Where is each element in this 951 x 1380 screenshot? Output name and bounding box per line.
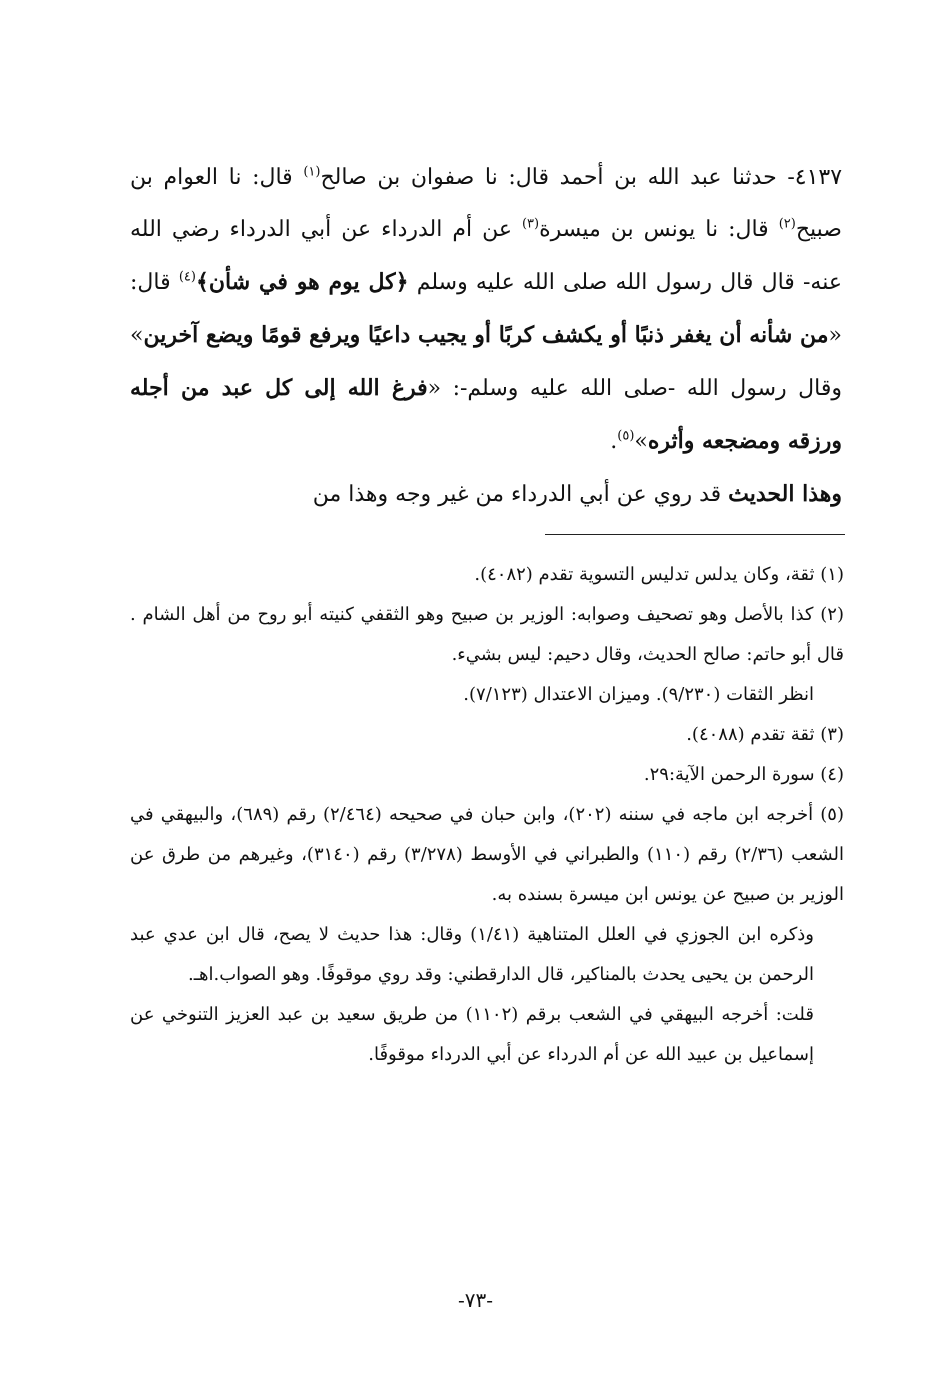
hadith-number: ٤١٣٧	[794, 165, 843, 190]
footnote-ref-4: (٤)	[178, 269, 196, 285]
trailing-bold: وهذا الحديث	[728, 481, 842, 507]
footnote-ref-3: (٣)	[521, 216, 540, 232]
hadith-paragraph: ٤١٣٧- حدثنا عبد الله بن أحمد قال: نا صفوان بن صالح$^{(١)}$ قال: نا العوام بن صبيح$^{(٢)}$ قال: نا يونس بن ميسرة$^{(٣)}$ عن أم الدرداء عن أبي الدرداء رضي الله عنه- قال قال رسول الله صلى الله عليه وسلم ﴿كل يوم هو في شأن﴾$^{(٤)}$ قال: «من شأنه أن يغفر ذنبًا أو يكشف كربًا أو يجيب داعيًا ويرفع قومًا ويضع آخرين» وقال رسول الله -صلى الله عليه وسلم-: «فرغ الله إلى كل عبد من أجله ورزقه ومضجعه وأثره»$^{(٥)}$.	[130, 164, 843, 454]
page-number: -٧٣-	[457, 1288, 493, 1312]
trailing-paragraph	[130, 468, 842, 521]
footnote-5: (٥) أخرجه ابن ماجه في سننه (٢٠٢)، وابن حبان في صحيحه (٢/٤٦٤) رقم (٦٨٩)، والبيهقي في الشعب (٢/٣٦) رقم (١١٠) والطبراني في الأوسط (٣/٢٧٨) رقم (٣١٤٠)، وغيرهم من طرق عن الوزير بن صبيح عن يونس ابن ميسرة بسنده به.	[130, 804, 845, 905]
footnote-2-continuation: انظر الثقات (٩/٢٣٠). وميزان الاعتدال (٧/١٢٣).	[463, 684, 814, 705]
footnote-5-paragraph-3: قلت: أخرجه البيهقي في الشعب برقم (١١٠٢) من طريق سعيد بن عبد العزيز التنوخي عن إسماعيل بن عبيد الله عن أم الدرداء عن أبي الدرداء موقوفًا.	[130, 1004, 814, 1065]
prophetic-quote-1: من شأنه أن يغفر ذنبًا أو يكشف كربًا أو يجيب داعيًا ويرفع قومًا ويضع آخرين	[143, 322, 829, 348]
prophetic-quote-2: فرغ الله إلى كل عبد من أجله ورزقه ومضجعه وأثره	[130, 375, 842, 454]
footnote-ref-2: (٢)	[778, 216, 796, 232]
footnote-1: (١) ثقة، وكان يدلس تدليس التسوية تقدم (٤٠٨٢).	[474, 564, 844, 585]
footnote-3: (٣) ثقة تقدم (٤٠٨٨).	[686, 724, 844, 745]
quran-verse: ﴿كل يوم هو في شأن﴾	[195, 269, 409, 295]
footnote-5-paragraph-2: وذكره ابن الجوزي في العلل المتناهية (١/٤١) وقال: هذا حديث لا يصح، قال ابن عدي عبد الرحمن بن يحيى يحدث بالمناكير، قال الدارقطني: وقد روي موقوفًا. وهو الصواب.اهـ.	[130, 924, 814, 985]
hadith-text	[130, 152, 842, 521]
footnotes	[130, 555, 844, 1075]
footnote-separator	[545, 534, 845, 535]
footnote-2: (٢) كذا بالأصل وهو تصحيف وصوابه: الوزير بن صبيح وهو الثقفي كنيته أبو روح من أهل الشام . قال أبو حاتم: صالح الحديث، وقال دحيم: ليس بشيء.	[130, 604, 844, 665]
footnote-ref-1: (١)	[303, 164, 321, 180]
footnote-4: (٤) سورة الرحمن الآية:٢٩.	[643, 764, 844, 785]
trailing-text: قد روي عن أبي الدرداء من غير وجه وهذا من	[312, 482, 729, 507]
footnote-ref-5: (٥)	[617, 428, 635, 444]
